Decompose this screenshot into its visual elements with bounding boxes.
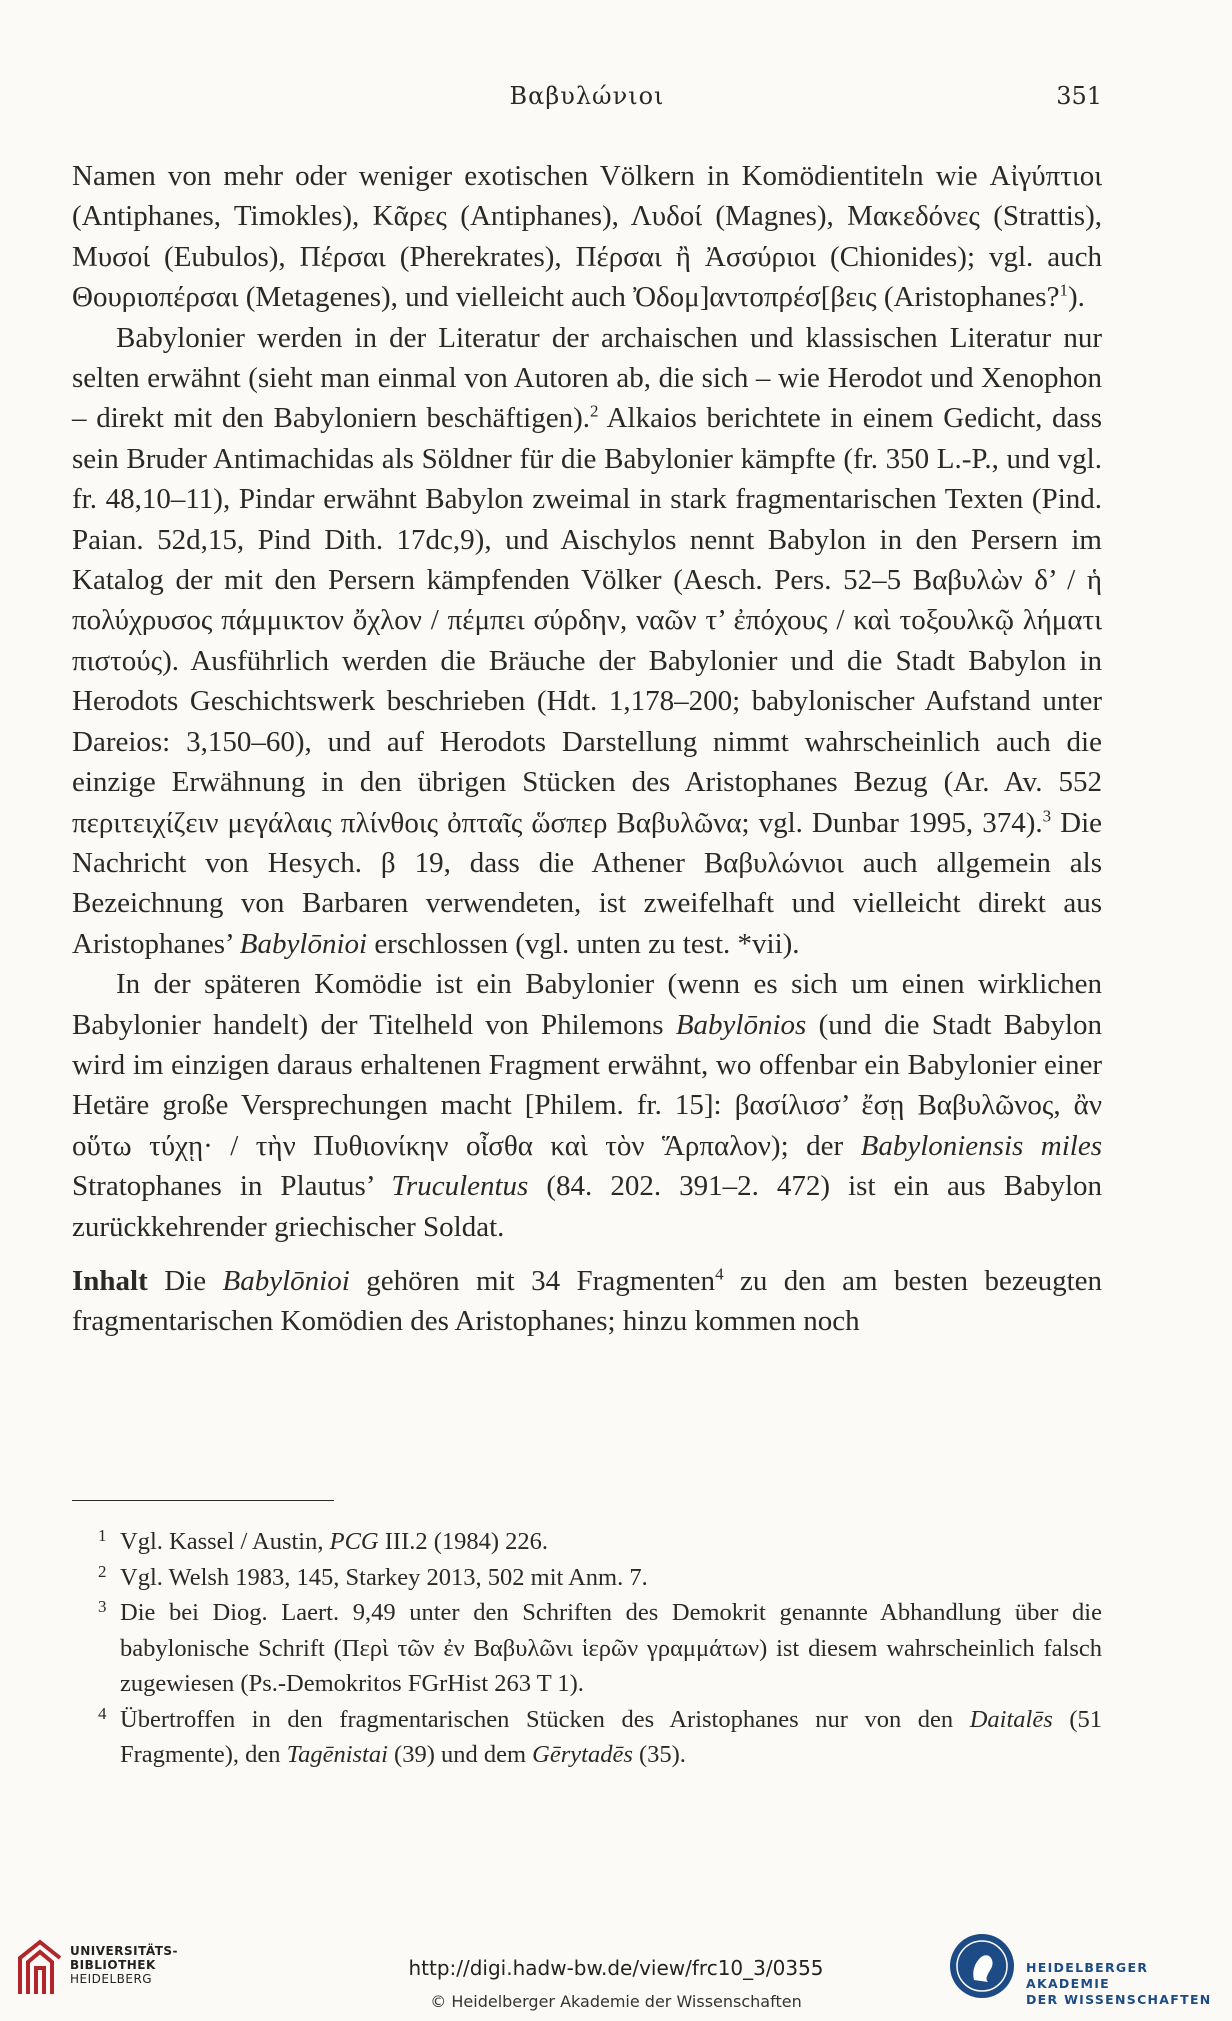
main-text <box>72 156 1102 1342</box>
footnote-italic: Daitalēs <box>969 1705 1053 1733</box>
footnote-text: III.2 (1984) 226. <box>378 1528 549 1555</box>
footnote-italic: Gērytadēs <box>532 1741 633 1768</box>
footnote-text: Vgl. Kassel / Austin, <box>120 1528 330 1555</box>
paragraph-3 <box>72 964 1102 1247</box>
permalink-url[interactable]: http://digi.hadw-bw.de/view/frc10_3/0355 <box>408 1956 824 1980</box>
footnote-ref-1[interactable]: 1 <box>1059 280 1068 300</box>
paragraph-1-end: ). <box>1067 281 1085 314</box>
work-title-babylonioi: Babylōnioi <box>239 927 368 960</box>
footnote-2 <box>72 1560 1102 1596</box>
footnote-number: 4 <box>98 1703 107 1723</box>
footnote-text: Übertroffen in den fragmentarischen Stücken des Aristophanes nur von den <box>120 1705 970 1733</box>
footnote-text: Die bei Diog. Laert. 9,49 unter den Schriften des Demokrit genannte Abhandlung über die babylonische Schrift (Περὶ τῶν ἐν Βαβυλῶνι ἱερῶν γραμμάτων) ist diesem wahrscheinlich falsch zugewiesen (Ps.-Demokritos FGrHist 263 T 1). <box>120 1599 1102 1697</box>
paragraph-2-text-a: Babylonier werden in der Literatur der archaischen und klassischen Literatur nur selten erwähnt (sieht man einmal von Autoren ab, die sich – wie Herodot und Xenophon – direkt mit den Babyloniern beschäftigen). <box>72 321 1102 435</box>
work-title-truculentus: Truculentus <box>391 1170 529 1203</box>
footnote-ref-2[interactable]: 2 <box>589 401 599 421</box>
paragraph-2-text-b: Alkaios berichtete in einem Gedicht, dass sein Bruder Antimachidas als Söldner für die Babylonier kämpfte (fr. 350 L.-P., und vgl. fr. 48,10–11), Pindar erwähnt Babylon zweimal in stark fragmentarischen Texten (Pind. Paian. 52d,15, Pind Dith. 17dc,9), und Aischylos nennt Babylon in den Persern im Katalog der mit den Persern kämpfenden Völker (Aesch. Pers. 52–5 Βαβυλὼν δ’ / ἡ πολύχρυσος πάμμικτον ὄχλον / πέμπει σύρδην, ναῶν τ’ ἐπόχους / καὶ τοξουλκῷ λήματι πιστούς). Ausführlich werden die Bräuche der Babylonier und die Stadt Babylon in Herodots Geschichtswerk beschrieben (Hdt. 1,178–200; babylonischer Aufstand unter Dareios: 3,150–60), und auf Herodots Darstellung nimmt wahrscheinlich auch die einzige Erwähnung in den übrigen Stücken des Aristophanes Bezug (Ar. Av. 552 περιτειχίζειν μεγάλαις πλίνθοις ὀπταῖς ὥσπερ Βαβυλῶνα; vgl. Dunbar 1995, 374). <box>72 402 1102 839</box>
paragraph-1 <box>72 156 1102 318</box>
work-title-babyloniensis-miles: Babyloniensis miles <box>860 1129 1102 1162</box>
footnote-italic: PCG <box>329 1528 379 1555</box>
academy-name-line: HEIDELBERGER AKADEMIE <box>1026 1960 1149 1991</box>
paragraph-4-text-c: zu den am besten bezeugten fragmentarischen Komödien des Aristophanes; hinzu kommen noch <box>72 1264 1102 1338</box>
footnote-number: 3 <box>98 1597 107 1616</box>
footnote-italic: Tagēnistai <box>286 1741 388 1768</box>
academy-name-line: DER WISSENSCHAFTEN <box>1026 1992 1212 2007</box>
footnote-text: (51 Fragmente), den <box>120 1705 1102 1768</box>
running-title: Βαβυλώνιοι <box>509 82 665 110</box>
footnote-text: (39) und dem <box>387 1741 533 1768</box>
ub-name-line: HEIDELBERG <box>70 1972 153 1986</box>
paragraph-2-text-d: erschlossen (vgl. unten zu test. *vii). <box>367 927 800 960</box>
footnote-separator <box>72 1500 334 1501</box>
paragraph-4-text-b: gehören mit 34 Fragmenten <box>349 1264 716 1297</box>
section-label-inhalt: Inhalt <box>72 1264 148 1297</box>
paragraph-2-text-c: Die Nachricht von Hesych. β 19, dass die Athener Βαβυλώνιοι auch allgemein als Bezeichnung von Barbaren verwendeten, ist zweifelhaft und vielleicht direkt aus Aristophanes’ <box>72 806 1102 960</box>
academy-name <box>1026 1960 1220 2008</box>
paragraph-3-text-a: In der späteren Komödie ist ein Babylonier (wenn es sich um einen wirklichen Babylonier handelt) der Titelheld von Philemons <box>72 968 1102 1041</box>
footnote-number: 2 <box>98 1561 107 1581</box>
page-number: 351 <box>1056 82 1102 110</box>
footnote-number: 1 <box>98 1526 107 1545</box>
footnote-4 <box>72 1702 1102 1773</box>
footnote-text: Vgl. Welsh 1983, 145, Starkey 2013, 502 mit Anm. 7. <box>120 1563 648 1591</box>
paragraph-1-text: Namen von mehr oder weniger exotischen Völkern in Komödientiteln wie Αἰγύπτιοι (Antiphanes, Timokles), Κᾶρες (Antiphanes), Λυδοί (Magnes), Μακεδόνες (Strattis), Μυσοί (Eubulos), Πέρσαι (Pherekrates), Πέρσαι ἢ Ἀσσύριοι (Chionides); vgl. auch Θουριοπέρσαι (Metagenes), und vielleicht auch Ὀδομ]αντοπρέσ[βεις (Aristophanes? <box>72 160 1102 314</box>
ub-name-line: UNIVERSITÄTS- <box>70 1944 179 1958</box>
page-header <box>72 82 1102 122</box>
academy-logo[interactable] <box>950 1934 1220 2006</box>
work-title-babylonios: Babylōnios <box>675 1008 807 1041</box>
footnote-text: (35). <box>632 1741 686 1768</box>
footnote-ref-3[interactable]: 3 <box>1042 805 1052 825</box>
paragraph-3-text-c: Stratophanes in Plautus’ <box>72 1170 392 1203</box>
ub-name-line: BIBLIOTHEK <box>70 1958 156 1972</box>
footnotes <box>72 1524 1102 1773</box>
footnote-1 <box>72 1524 1102 1560</box>
work-title-babylonioi-2: Babylōnioi <box>222 1264 350 1297</box>
paragraph-2 <box>72 318 1102 965</box>
paragraph-3-text-b: (und die Stadt Babylon wird im einzigen daraus erhaltenen Fragment erwähnt, wo offenbar ein Babylonier einer Hetäre große Versprechungen macht [Philem. fr. 15]: βασίλισσ’ ἔσῃ Βαβυλῶνος, ἂν οὕτω τύχῃ· / τὴν Πυθιονίκην οἶσθα καὶ τὸν Ἅρπαλον); der <box>72 1008 1102 1162</box>
paragraph-3-text-d: (84. 202. 391–2. 472) ist ein aus Babylon zurückkehrender griechischer Soldat. <box>72 1170 1102 1243</box>
page-footer <box>0 1930 1232 2021</box>
footnote-ref-4[interactable]: 4 <box>715 1264 724 1284</box>
paragraph-inhalt <box>72 1261 1102 1342</box>
academy-seal-icon <box>950 1934 1014 1998</box>
footnote-3 <box>72 1595 1102 1702</box>
paragraph-4-text-a: Die <box>147 1264 223 1297</box>
copyright-notice: © Heidelberger Akademie der Wissenschaften <box>430 1992 802 2011</box>
